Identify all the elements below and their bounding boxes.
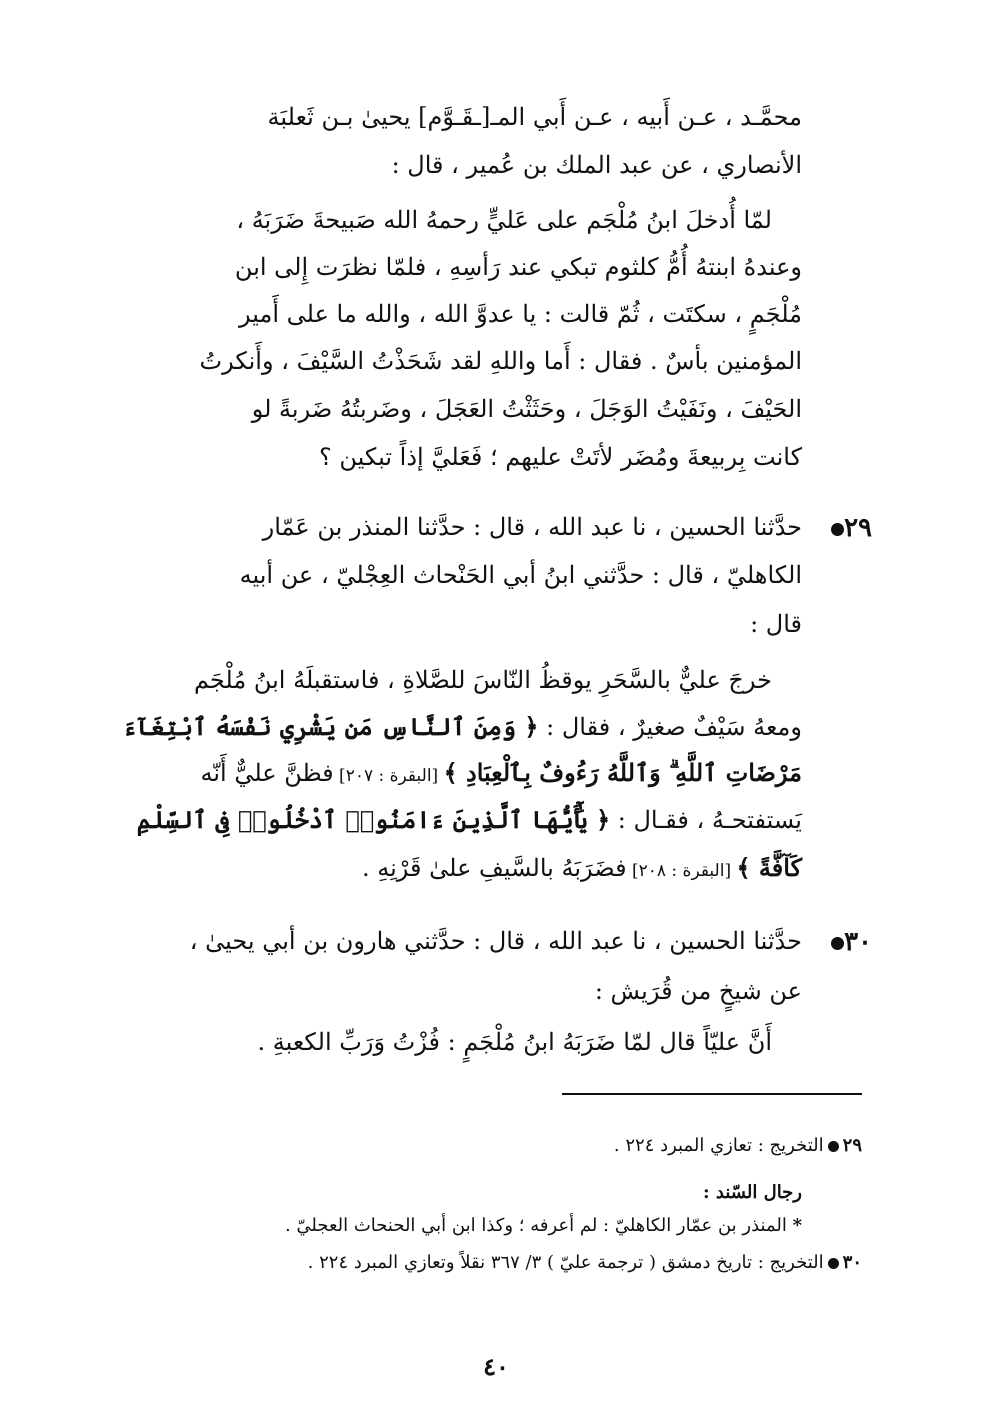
text-line: [200, 756, 802, 793]
bullet-icon: [831, 523, 844, 536]
quran-verse: ﴿ وَمِنَ ٱلنَّاسِ مَن يَشْرِي نَفْسَهُ ٱبْتِغَآءَ: [122, 712, 539, 741]
footnote-29: [614, 1133, 862, 1159]
quran-verse: كَآفَّةً ﴾: [736, 853, 802, 882]
text-line: [362, 851, 802, 888]
footnote-divider: [562, 1093, 862, 1095]
hadith-number: [825, 511, 872, 545]
isnad-line: حدَّثنا الحسين ، نا عبد الله ، قال : حدَّثنا المنذر بن عَمّار: [262, 513, 802, 541]
rijal-note: [285, 1213, 802, 1239]
bullet-icon: [828, 1141, 839, 1152]
text-line: خرجَ عليٌّ بالسَّحَرِ يوقظُ النّاسَ للصَّلاةِ ، فاستقبلَهُ ابنُ مُلْجَم: [193, 666, 772, 694]
text-line: مُلْجَمٍ ، سكتَت ، ثُمّ قالت : يا عدوَّ الله ، والله ما على أَمير: [238, 300, 802, 328]
hadith-number-label: ٢٩: [844, 513, 872, 543]
star-icon: *: [792, 1215, 802, 1236]
rijal-text: المنذر بن عمّار الكاهليّ : لم أعرفه ؛ وكذا ابن أبي الحنحاث العجليّ .: [284, 1215, 793, 1236]
text-segment: يَستفتحـهُ ، فقـال :: [610, 806, 802, 834]
quran-verse: ﴿ يَٰٓأَيُّهَا ٱلَّذِينَ ءَامَنُوا۟ ٱدْخُلُوا۟ فِى ٱلسِّلْمِ: [136, 805, 611, 834]
text-line: لمّا أُدخلَ ابنُ مُلْجَم على عَليٍّ رحمهُ الله صَبيحةَ ضَرَبَهُ ،: [236, 206, 772, 234]
text-segment: ومعهُ سَيْفٌ صغيرٌ ، فقال :: [538, 713, 802, 741]
footnote-text: التخريج : تاريخ دمشق ( ترجمة عليّ ) ٣/ ٣٦٧ نقلاً وتعازي المبرد ٢٢٤ .: [307, 1252, 824, 1273]
isnad-line: الأنصاري ، عن عبد الملك بن عُمير ، قال :: [391, 151, 802, 179]
hadith-number: [825, 925, 872, 959]
isnad-line: محمَّـد ، عـن أَبيه ، عـن أَبي المـ[ـقَـوَّم] يحيىٰ بـن ثَعلبَة: [267, 103, 802, 131]
text-line: الحَيْفَ ، ونَفَيْتُ الوَجَلَ ، وحَثَثْتُ العَجَلَ ، وضَربتُهُ ضَربةً لو: [251, 395, 802, 423]
page-number: ٤٠: [483, 1352, 509, 1381]
text-line: [137, 803, 802, 837]
text-line: [123, 710, 802, 744]
text-line: المؤمنين بأسٌ . فقال : أَما واللهِ لقد شَحَذْتُ السَّيْفَ ، وأَنكرتُ: [199, 347, 802, 375]
isnad-line: حدَّثنا الحسين ، نا عبد الله ، قال : حدَّثني هارون بن أبي يحيىٰ ،: [189, 927, 802, 955]
footnote-number: ٢٩: [842, 1135, 862, 1156]
bullet-icon: [831, 937, 844, 950]
text-line: أَنَّ عليّاً قال لمّا ضَرَبَهُ ابنُ مُلْجَمٍ : فُزْتُ وَرَبِّ الكعبةِ .: [257, 1028, 772, 1056]
bullet-icon: [828, 1258, 839, 1269]
footnote-30: [308, 1250, 862, 1276]
text-line: وعندهُ ابنتهُ أُمُّ كلثوم تبكي عند رَأسِهِ ، فلمّا نظرَت إِلى ابن: [234, 253, 802, 281]
rijal-label: رجال السّند :: [703, 1182, 802, 1203]
isnad-line: قال :: [750, 610, 802, 638]
verse-reference: [البقرة : ٢٠٧]: [333, 766, 444, 786]
text-line: كانت بِربيعةَ ومُضَر لأتَتْ عليهم ؛ فَعَليَّ إذاً تبكين ؟: [319, 443, 802, 471]
text-segment: فضَرَبَهُ بالسَّيفِ علىٰ قَرْنِهِ .: [361, 854, 627, 882]
isnad-line: عن شيخٍ من قُرَيش :: [594, 977, 802, 1005]
text-segment: فظنَّ عليٌّ أَنّه: [200, 759, 334, 787]
isnad-line: الكاهليّ ، قال : حدَّثني ابنُ أبي الحَنْحاث العِجْليّ ، عن أبيه: [239, 561, 802, 589]
verse-reference: [البقرة : ٢٠٨]: [626, 861, 737, 881]
footnote-text: التخريج : تعازي المبرد ٢٢٤ .: [613, 1135, 824, 1156]
hadith-number-label: ٣٠: [844, 927, 872, 957]
quran-verse: مَرْضَاتِ ٱللَّهِ ۗ وَٱللَّهُ رَءُوفٌ بِٱلْعِبَادِ ﴾: [443, 758, 802, 787]
footnote-number: ٣٠: [842, 1252, 862, 1273]
